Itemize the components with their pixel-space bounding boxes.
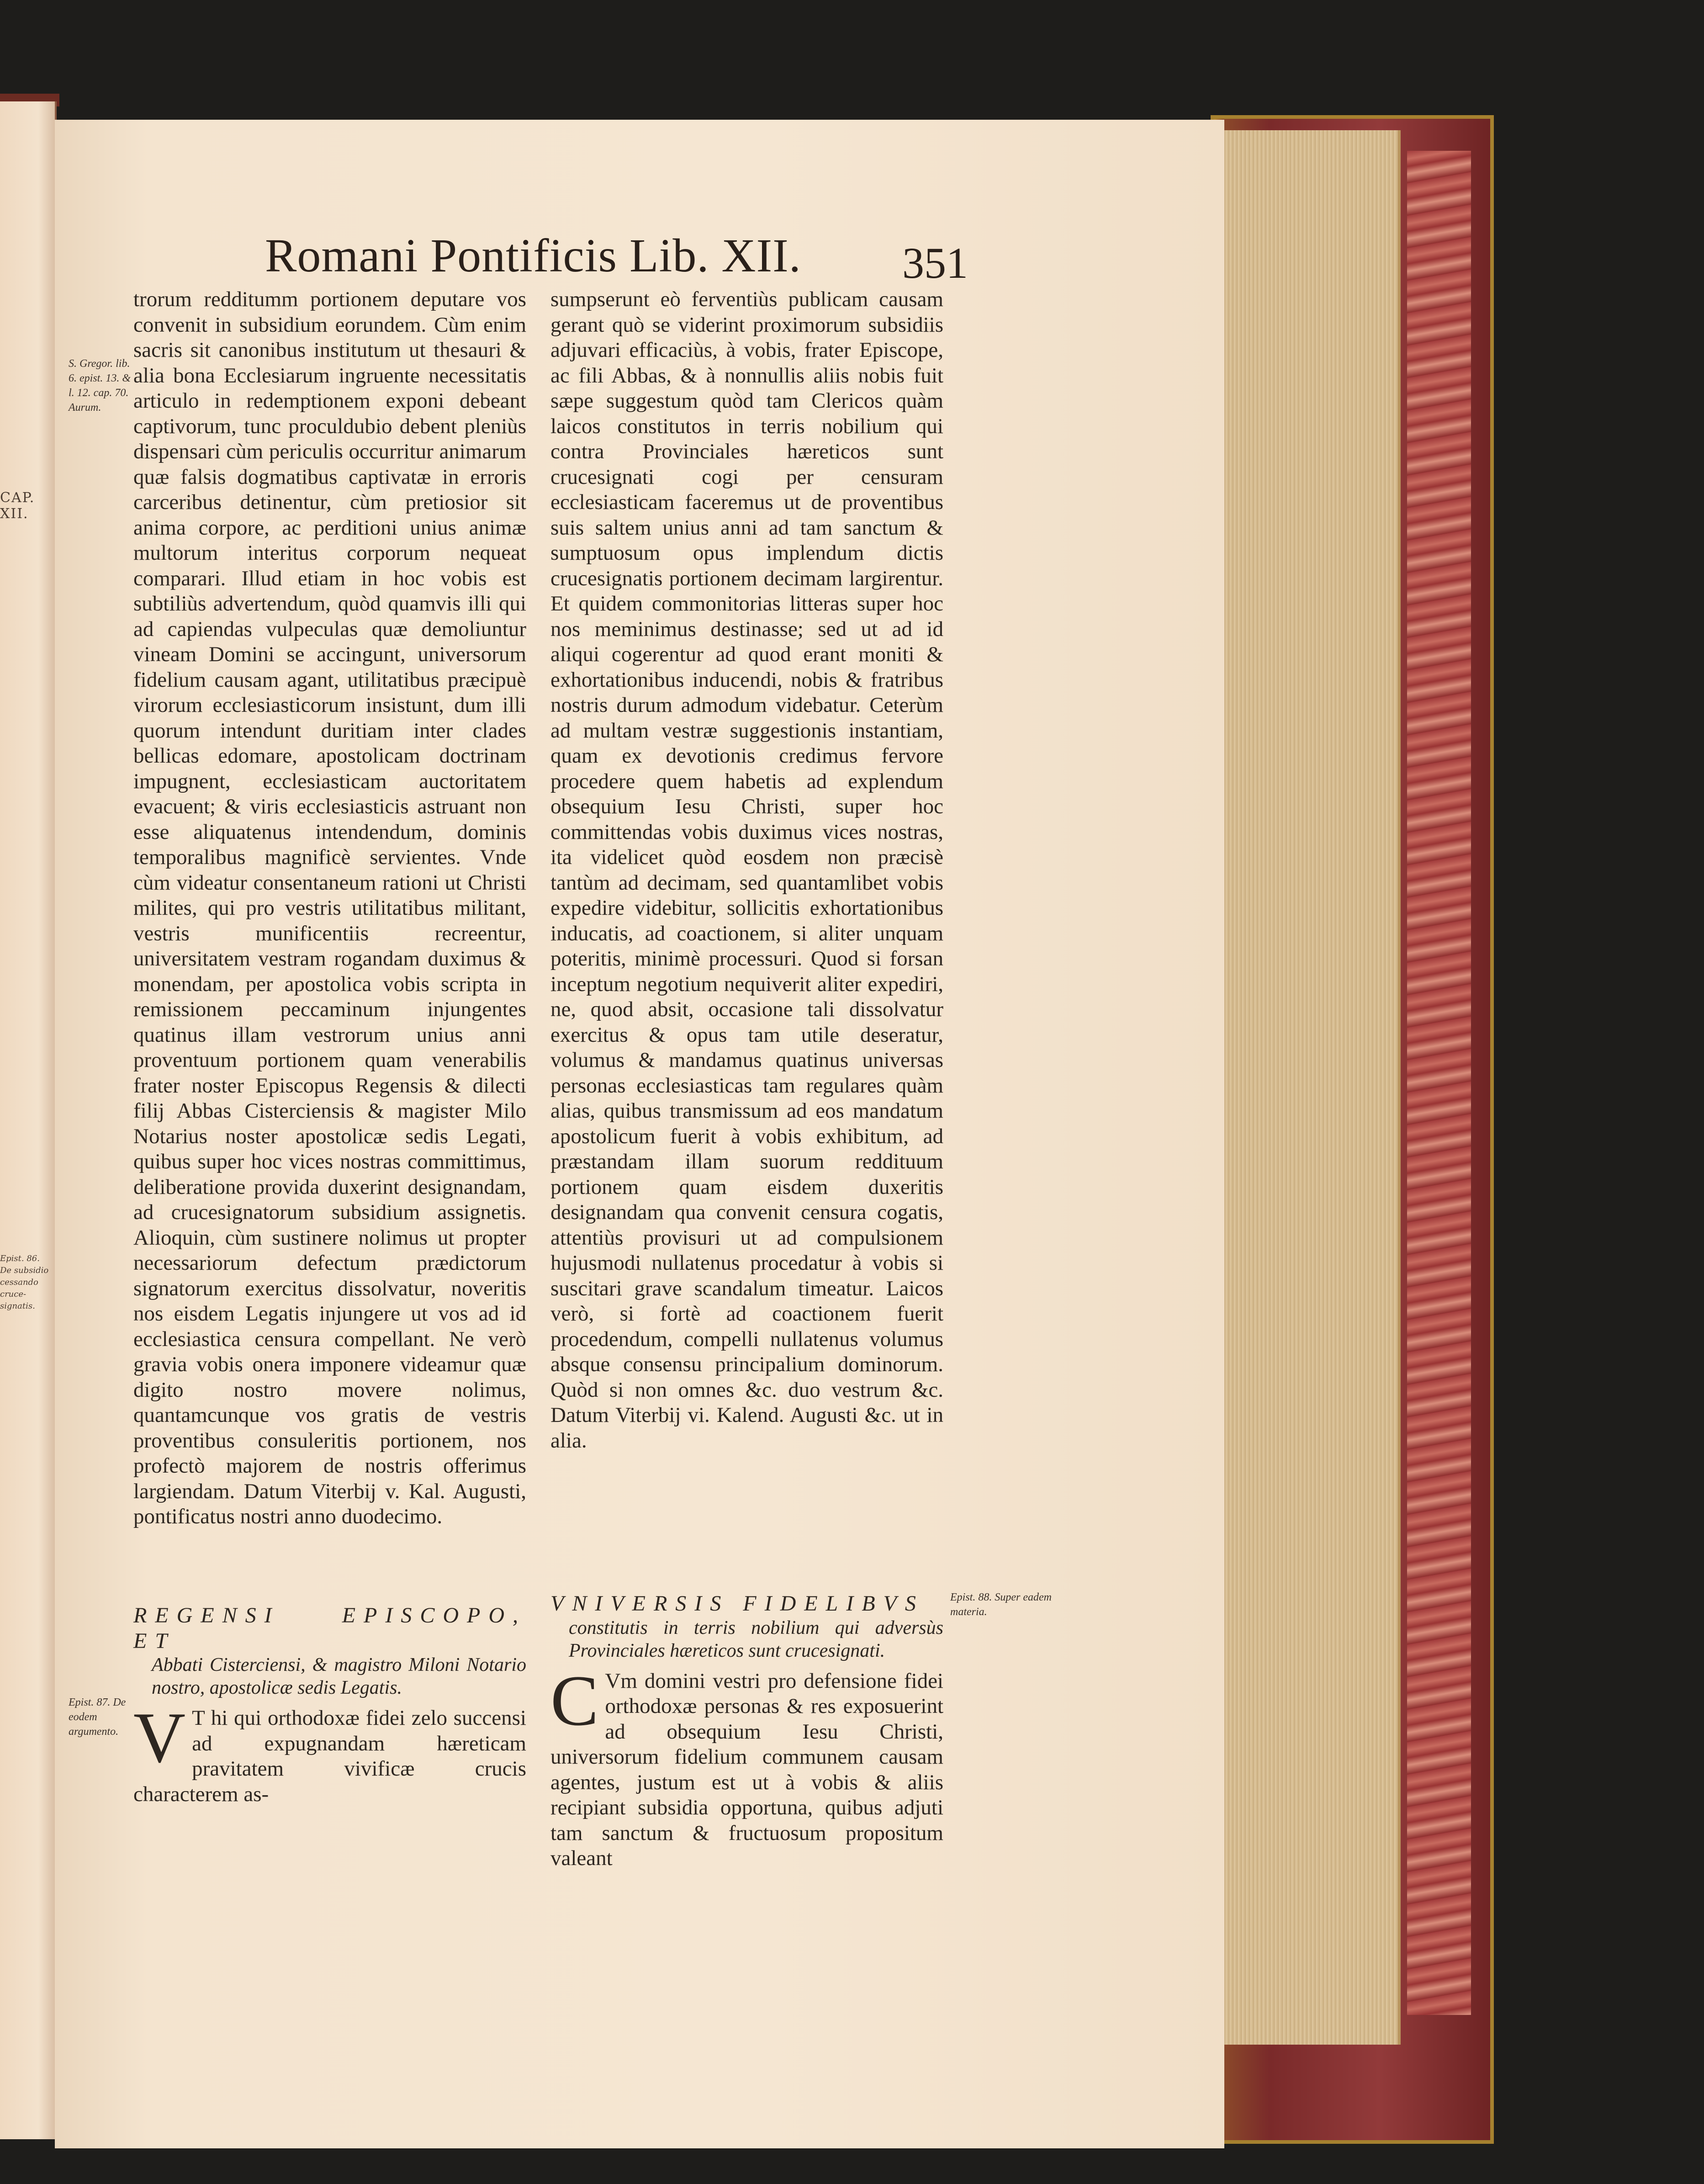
margin-note-epist-88: Epist. 88. Super eadem materia. — [950, 1591, 1052, 1618]
page-edges — [1215, 130, 1401, 2045]
column-left — [133, 287, 526, 1530]
letter-88 — [550, 1591, 943, 1871]
letter-88-text: Vm domini vestri pro defensione fidei orthodoxæ personas & res exposuerint ad obsequium Iesu Christi, universorum fidelium communem causam agentes, justum est ut à vobis & aliis recipiant subsidia opportuna, quibus adjuti tam sanctum & fructuosum propositum valeant — [550, 1669, 943, 1870]
letter-87-heading: REGENSI EPISCOPO, ET — [133, 1603, 526, 1653]
letter-87-text: T hi qui orthodoxæ fidei zelo succensi ad expugnandam hæreticam pravitatem vivificæ crucis characterem as- — [133, 1706, 526, 1806]
column-right-text: sumpserunt eò ferventiùs publicam causam gerant quò se viderint proximorum subsidiis adjuvari efficaciùs, à vobis, frater Episcope, ac fili Abbas, & à nonnullis aliis nobis fuit sæpe suggestum quòd tam Clericos quàm laicos constitutos in terris nobilium qui contra Provinciales hæreticos sunt crucesignati cogi per censuram ecclesiasticam faceremus ut de proventibus suis saltem unius anni ad tam sanctum & sumptuosum opus implendum dictis crucesignatis portionem decimam largirentur. Et quidem commonitorias litteras super hoc nos meminimus destinasse; sed ut ad id aliqui cogerentur ad quod erant moniti & exhortationibus inducendi, nobis & fratribus nostris durum admodum videbatur. Ceterùm ad multam vestræ suggestionis instantiam, quam ex devotionis credimus fervore procedere quem habetis ad explendum obsequium Iesu Christi, super hoc committendas vobis duximus vices nostras, ita videlicet quòd eosdem non præcisè tantùm ad decimam, sed quantamlibet vobis expedire videbitur, sollicitis exhortationibus inducatis, ad coactionem, si aliter unquam poteritis, minimè processuri. Quod si forsan inceptum negotium nequiverit aliter expediri, ne, quod absit, occasione tali dissolvatur exercitus & opus tam utile deseratur, volumus & mandamus quatinus universas personas ecclesiasticas tam regulares quàm alias, quibus transmissum ad eos mandatum apostolicum fuerit à vobis exhibitum, ad præstandam illam suorum reddituum portionem quam eisdem duxeritis designandam qua convenit censura cogatis, attentiùs provisuri ut ad compulsionem hujusmodi nullatenus procedatur à vobis si suscitari grave scandalum timeatur. Laicos verò, si fortè ad coactionem fuerit procedendum, compelli nullatenus volumus absque consensu principalium dominorum. Quòd si non omnes &c. duo vestrum &c. Datum Viterbij vi. Kalend. Augusti &c. ut in alia. — [550, 287, 943, 1452]
left-page-margin-note: Epist. 86. De subsidio cessando crucesignatis. — [0, 1254, 49, 1311]
column-right — [550, 287, 943, 1453]
running-head: Romani Pontificis Lib. XII. — [265, 229, 801, 282]
letter-88-heading: VNIVERSIS FIDELIBVS — [550, 1591, 924, 1616]
margin-note-epist-87: Epist. 87. De eodem argumento. — [69, 1696, 126, 1738]
letter-88-subheading: constitutis in terris nobilium qui adversùs Provinciales hæreticos sunt crucesignati. — [569, 1617, 943, 1661]
marbled-endpaper — [1407, 151, 1471, 2015]
letter-88-dropcap: C — [550, 1660, 599, 1741]
page-number: 351 — [902, 239, 968, 287]
letter-87 — [133, 1603, 526, 1807]
left-page-cap-label: CAP. XII. — [0, 490, 35, 522]
letter-87-subheading: Abbati Cisterciensi, & magistro Miloni Notario nostro, apostolicæ sedis Legatis. — [152, 1654, 526, 1698]
previous-page-edge — [0, 101, 57, 2139]
column-left-text: trorum redditumm portionem deputare vos convenit in subsidium eorundem. Cùm enim sacris sit canonibus institutum ut thesauri & alia bona Ecclesiarum ingruente necessitatis articulo in redemptionem exponi debeant captivorum, tunc proculdubio debent pleniùs dispensari cùm periculis occurritur animarum quæ falsis dogmatibus captivatæ in erroris carceribus detinentur, cùm pretiosior sit anima corpore, ac perditioni unius animæ multorum interitus corporum nequeat comparari. Illud etiam in hoc vobis est subtiliùs advertendum, quòd quamvis illi qui ad capiendas vulpeculas quæ demoliuntur vineam Domini se accingunt, universorum fidelium causam agant, utilitatibus præcipuè virorum ecclesiasticorum insistunt, dum illi quorum intendunt duritiam inter clades bellicas edomare, apostolicam doctrinam impugnent, ecclesiasticam auctoritatem evacuent; & viris ecclesiasticis astruant non esse aliquatenus intendendum, dominis temporalibus magnificè servientes. Vnde cùm videatur consentaneum rationi ut Christi milites, qui pro vestris utilitatibus militant, vestris munificentiis recreentur, universitatem vestram rogandam duximus & monendam, per apostolica vobis scripta in remissionem peccaminum injungentes quatinus illam vestrorum unius anni proventuum portionem quam venerabilis frater noster Episcopus Regensis & dilecti filij Abbas Cisterciensis & magister Milo Notarius noster apostolicæ sedis Legati, quibus super hoc vices nostras committimus, deliberatione provida duxerint designandam, ad crucesignatorum subsidium assignetis. Alioquin, cùm sustinere nolimus ut propter necessariorum defectum prædictorum signatorum exercitus dissolvatur, noveritis nos eisdem Legatis injungere ut vos ad id ecclesiastica censura compellant. Ne verò gravia vobis onera imponere videamur quæ digito nostro movere nolimus, quantamcunque vos gratis de vestris proventibus consuleritis portionem, nos profectò majorem de nostris offerimus largiendam. Datum Viterbij v. Kal. Augusti, pontificatus nostri anno duodecimo. — [133, 287, 526, 1528]
letter-87-dropcap: V — [133, 1698, 186, 1778]
margin-note-gregory: S. Gregor. lib. 6. epist. 13. & l. 12. cap. 70. Aurum. — [69, 358, 131, 413]
